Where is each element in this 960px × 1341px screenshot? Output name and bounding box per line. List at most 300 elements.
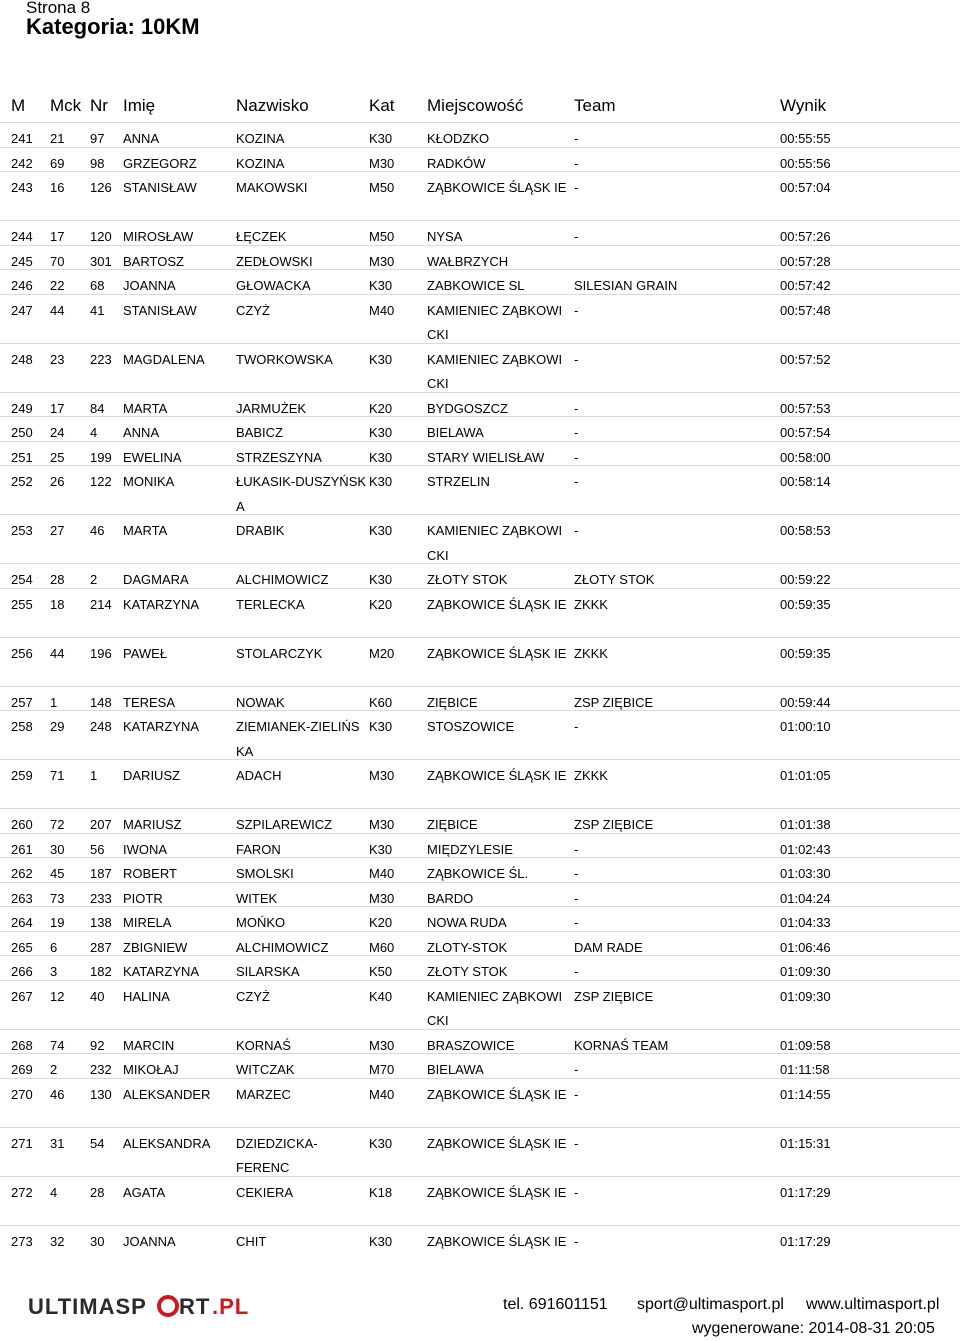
cell-last-name: KORNAŚ: [236, 1037, 291, 1053]
cell-result: 01:11:58: [780, 1062, 830, 1077]
cell-result: 00:59:35: [780, 645, 831, 661]
cell-m: 245: [11, 253, 33, 269]
cell-city: MIĘDZYLESIE: [427, 841, 513, 857]
row-divider: [0, 931, 960, 932]
cell-last-name: KOZINA: [236, 155, 285, 171]
cell-last-name: SILARSKA: [236, 964, 300, 979]
row-divider: [0, 1078, 960, 1079]
cell-category: K30: [369, 572, 393, 587]
cell-m: 242: [11, 155, 33, 171]
cell-category: K20: [369, 400, 393, 416]
cell-category: M60: [369, 939, 395, 955]
header-mck: Mck: [50, 96, 82, 115]
cell-mck: 26: [50, 474, 65, 489]
row-divider: [0, 220, 960, 221]
cell-city: ZŁOTY STOK: [427, 572, 508, 587]
cell-first-name: TERESA: [123, 694, 176, 710]
cell-category: K40: [369, 988, 393, 1004]
cell-result: 00:58:14: [780, 474, 831, 489]
cell-result: 01:09:58: [780, 1037, 831, 1053]
cell-team: -: [574, 1135, 579, 1151]
cell-first-name: AGATA: [123, 1184, 166, 1200]
cell-team: SILESIAN GRAIN: [574, 278, 678, 293]
row-divider: [0, 269, 960, 270]
cell-first-name: MIKOŁAJ: [123, 1062, 179, 1077]
table-row: [0, 147, 960, 172]
cell-m: 259: [11, 768, 33, 783]
cell-result: 00:59:22: [780, 572, 831, 587]
cell-first-name: ANNA: [123, 425, 160, 440]
cell-category: K20: [369, 915, 393, 930]
header-city: Miejscowość: [427, 96, 524, 115]
cell-first-name: MIRELA: [123, 915, 172, 930]
cell-category: K30: [369, 719, 393, 734]
cell-nr: 138: [90, 915, 112, 930]
cell-team: -: [574, 400, 579, 416]
cell-mck: 4: [50, 1184, 58, 1200]
row-divider: [0, 955, 960, 956]
row-divider: [0, 1225, 960, 1226]
cell-nr: 1: [90, 768, 98, 783]
cell-first-name: MIROSŁAW: [123, 229, 194, 244]
cell-team: -: [574, 915, 579, 930]
cell-mck: 74: [50, 1037, 65, 1053]
cell-last-name: BABICZ: [236, 425, 283, 440]
cell-first-name: ALEKSANDER: [123, 1086, 211, 1102]
cell-category: M30: [369, 1037, 395, 1053]
cell-m: 265: [11, 939, 33, 955]
cell-m: 273: [11, 1233, 33, 1249]
cell-result: 00:57:42: [780, 278, 831, 293]
table-row: [0, 171, 960, 220]
cell-category: M40: [369, 866, 395, 881]
cell-team: -: [574, 523, 579, 538]
table-row: [0, 980, 960, 1029]
cell-result: 00:58:53: [780, 523, 831, 538]
cell-nr: 126: [90, 180, 112, 195]
cell-team: -: [574, 1086, 579, 1102]
svg-text:RT: RT: [179, 1294, 211, 1318]
cell-city: KAMIENIEC ZĄBKOWI CKI: [427, 988, 563, 1028]
cell-mck: 3: [50, 964, 58, 979]
cell-mck: 6: [50, 939, 58, 955]
cell-last-name: TWORKOWSKA: [236, 351, 333, 367]
cell-m: 269: [11, 1062, 33, 1077]
cell-city: ZĄBKOWICE ŚLĄSK IE: [427, 645, 567, 661]
cell-m: 249: [11, 400, 33, 416]
row-divider: [0, 294, 960, 295]
cell-mck: 17: [50, 400, 65, 416]
header-nr: Nr: [90, 96, 108, 115]
cell-mck: 16: [50, 180, 65, 195]
cell-mck: 44: [50, 645, 65, 661]
cell-m: 258: [11, 719, 33, 734]
cell-m: 246: [11, 278, 33, 293]
cell-city: ZĄBKOWICE ŚLĄSK IE: [427, 596, 567, 612]
cell-mck: 27: [50, 523, 65, 538]
cell-m: 261: [11, 841, 33, 857]
cell-city: BARDO: [427, 890, 474, 906]
cell-category: K18: [369, 1184, 393, 1200]
cell-mck: 71: [50, 768, 65, 783]
cell-city: BRASZOWICE: [427, 1037, 515, 1053]
cell-team: -: [574, 841, 579, 857]
row-divider: [0, 514, 960, 515]
table-row: [0, 759, 960, 808]
header-first-name: Imię: [123, 96, 156, 115]
cell-team: -: [574, 1184, 579, 1200]
cell-category: K30: [369, 1135, 393, 1151]
cell-nr: 199: [90, 449, 112, 465]
table-row: [0, 686, 960, 711]
cell-first-name: STANISŁAW: [123, 302, 197, 318]
cell-category: M40: [369, 1086, 395, 1102]
cell-nr: 287: [90, 939, 112, 955]
cell-nr: 196: [90, 645, 112, 661]
cell-nr: 56: [90, 841, 105, 857]
footer-website[interactable]: www.ultimasport.pl: [806, 1296, 940, 1313]
cell-nr: 41: [90, 302, 105, 318]
cell-team: ZŁOTY STOK: [574, 572, 655, 587]
cell-m: 250: [11, 425, 33, 440]
cell-last-name: CEKIERA: [236, 1184, 294, 1200]
cell-m: 251: [11, 449, 33, 465]
cell-category: K30: [369, 278, 393, 293]
cell-m: 267: [11, 988, 33, 1004]
cell-city: ZŁOTY STOK: [427, 964, 508, 979]
cell-nr: 120: [90, 229, 112, 244]
cell-last-name: ZEDŁOWSKI: [236, 253, 313, 269]
cell-team: -: [574, 449, 579, 465]
cell-first-name: MAGDALENA: [123, 351, 205, 367]
cell-team: -: [574, 425, 579, 440]
cell-m: 272: [11, 1184, 33, 1200]
cell-last-name: WITEK: [236, 890, 278, 906]
footer-phone: tel. 691601151: [503, 1296, 608, 1313]
cell-result: 01:04:33: [780, 915, 831, 930]
table-row: [0, 465, 960, 514]
cell-category: K20: [369, 596, 393, 612]
table-row: [0, 563, 960, 588]
cell-last-name: SZPILAREWICZ: [236, 817, 333, 832]
ultimasport-logo: [28, 1294, 268, 1318]
cell-result: 01:09:30: [780, 964, 831, 979]
cell-m: 268: [11, 1037, 33, 1053]
table-row: [0, 637, 960, 686]
cell-result: 00:59:44: [780, 694, 831, 710]
header-category: Kat: [369, 96, 395, 115]
cell-mck: 46: [50, 1086, 65, 1102]
cell-city: ZABKOWICE SL: [427, 278, 525, 293]
cell-nr: 98: [90, 155, 105, 171]
cell-category: M40: [369, 302, 395, 318]
cell-team: -: [574, 866, 579, 881]
cell-team: -: [574, 1233, 579, 1249]
cell-mck: 12: [50, 988, 65, 1004]
row-divider: [0, 1053, 960, 1054]
cell-team: -: [574, 229, 579, 244]
cell-result: 00:57:26: [780, 229, 831, 244]
cell-m: 253: [11, 523, 33, 538]
cell-last-name: WITCZAK: [236, 1062, 295, 1077]
row-divider: [0, 563, 960, 564]
cell-result: 01:04:24: [780, 890, 831, 906]
cell-mck: 44: [50, 302, 65, 318]
cell-first-name: ROBERT: [123, 866, 177, 881]
cell-nr: 68: [90, 278, 105, 293]
cell-result: 01:00:10: [780, 719, 831, 734]
cell-nr: 122: [90, 474, 112, 489]
cell-nr: 187: [90, 866, 112, 881]
cell-nr: 148: [90, 694, 112, 710]
row-divider: [0, 833, 960, 834]
cell-team: ZSP ZIĘBICE: [574, 817, 654, 832]
cell-city: BIELAWA: [427, 1062, 484, 1077]
cell-city: STRZELIN: [427, 474, 490, 489]
cell-mck: 31: [50, 1135, 65, 1151]
table-row: [0, 808, 960, 833]
cell-nr: 232: [90, 1062, 112, 1077]
cell-m: 244: [11, 229, 33, 244]
header-result: Wynik: [780, 96, 827, 115]
cell-city: ZĄBKOWICE ŚLĄSK IE: [427, 180, 567, 195]
cell-result: 01:17:29: [780, 1184, 831, 1200]
cell-nr: 2: [90, 572, 98, 587]
cell-m: 260: [11, 817, 33, 832]
cell-mck: 30: [50, 841, 65, 857]
table-row: [0, 931, 960, 956]
cell-m: 243: [11, 180, 33, 195]
row-divider: [0, 686, 960, 687]
table-row: [0, 906, 960, 931]
cell-category: K30: [369, 351, 393, 367]
row-divider: [0, 759, 960, 760]
cell-mck: 69: [50, 155, 65, 171]
cell-mck: 22: [50, 278, 65, 293]
cell-m: 252: [11, 474, 33, 489]
table-row: [0, 245, 960, 270]
row-divider: [0, 171, 960, 172]
cell-mck: 18: [50, 596, 65, 612]
cell-first-name: MARTA: [123, 523, 168, 538]
cell-last-name: MAKOWSKI: [236, 180, 308, 195]
cell-category: M30: [369, 155, 395, 171]
cell-m: 271: [11, 1135, 33, 1151]
table-row: [0, 441, 960, 466]
cell-mck: 25: [50, 449, 65, 465]
cell-nr: 92: [90, 1037, 105, 1053]
cell-city: ZĄBKOWICE ŚL.: [427, 866, 529, 881]
cell-mck: 2: [50, 1062, 58, 1077]
cell-last-name: SMOLSKI: [236, 866, 294, 881]
cell-city: ZĄBKOWICE ŚLĄSK IE: [427, 1233, 567, 1249]
cell-result: 00:57:48: [780, 302, 831, 318]
cell-first-name: BARTOSZ: [123, 253, 184, 269]
row-divider: [0, 906, 960, 907]
table-row: [0, 392, 960, 417]
table-row: [0, 833, 960, 858]
cell-m: 255: [11, 596, 33, 612]
cell-team: -: [574, 351, 579, 367]
row-divider: [0, 637, 960, 638]
cell-category: M30: [369, 768, 395, 783]
cell-team: -: [574, 155, 579, 171]
cell-first-name: STANISŁAW: [123, 180, 197, 195]
header-last-name: Nazwisko: [236, 96, 309, 115]
cell-m: 257: [11, 694, 33, 710]
cell-nr: 28: [90, 1184, 105, 1200]
cell-city: BIELAWA: [427, 425, 484, 440]
cell-m: 247: [11, 302, 33, 318]
row-divider: [0, 465, 960, 466]
table-row: [0, 1225, 960, 1274]
table-row: [0, 1127, 960, 1176]
cell-team: ZSP ZIĘBICE: [574, 694, 654, 710]
cell-result: 01:06:46: [780, 939, 831, 955]
cell-team: KORNAŚ TEAM: [574, 1037, 669, 1053]
footer-generated: wygenerowane: 2014-08-31 20:05: [692, 1320, 935, 1337]
cell-nr: 84: [90, 400, 105, 416]
cell-team: -: [574, 131, 579, 146]
cell-nr: 207: [90, 817, 112, 832]
cell-last-name: MARZEC: [236, 1086, 291, 1102]
row-divider: [0, 245, 960, 246]
cell-first-name: KATARZYNA: [123, 719, 200, 734]
cell-last-name: ALCHIMOWICZ: [236, 939, 329, 955]
cell-category: K50: [369, 964, 393, 979]
cell-city: NOWA RUDA: [427, 915, 507, 930]
cell-first-name: IWONA: [123, 841, 168, 857]
cell-result: 01:01:38: [780, 817, 831, 832]
cell-mck: 17: [50, 229, 65, 244]
table-row: [0, 269, 960, 294]
cell-category: M30: [369, 817, 395, 832]
cell-first-name: MARIUSZ: [123, 817, 182, 832]
cell-category: K30: [369, 425, 393, 440]
cell-nr: 248: [90, 719, 112, 734]
cell-first-name: HALINA: [123, 988, 170, 1004]
cell-city: KAMIENIEC ZĄBKOWI CKI: [427, 351, 563, 391]
cell-result: 01:03:30: [780, 866, 831, 881]
cell-last-name: STOLARCZYK: [236, 645, 323, 661]
cell-team: -: [574, 1062, 579, 1077]
table-row: [0, 294, 960, 343]
row-divider: [0, 392, 960, 393]
cell-result: 00:57:54: [780, 425, 831, 440]
row-divider: [0, 122, 960, 123]
cell-m: 241: [11, 131, 33, 146]
cell-result: 00:59:35: [780, 596, 831, 612]
cell-last-name: GŁOWACKA: [236, 278, 311, 293]
cell-first-name: KATARZYNA: [123, 596, 200, 612]
row-divider: [0, 343, 960, 344]
cell-mck: 29: [50, 719, 65, 734]
cell-mck: 19: [50, 915, 65, 930]
cell-m: 270: [11, 1086, 33, 1102]
cell-category: M30: [369, 253, 395, 269]
cell-first-name: JOANNA: [123, 278, 176, 293]
cell-last-name: ZIEMIANEK-ZIELIŃS KA: [236, 719, 360, 759]
table-row: [0, 1029, 960, 1054]
cell-m: 266: [11, 964, 33, 979]
cell-team: -: [574, 890, 579, 906]
cell-nr: 233: [90, 890, 112, 906]
cell-first-name: MONIKA: [123, 474, 175, 489]
table-header: [0, 96, 960, 122]
cell-team: ZKKK: [574, 768, 608, 783]
row-divider: [0, 1029, 960, 1030]
cell-nr: 30: [90, 1233, 105, 1249]
cell-last-name: ŁUKASIK-DUSZYŃSK A: [236, 474, 367, 514]
cell-mck: 1: [50, 694, 58, 710]
cell-result: 01:17:29: [780, 1233, 831, 1249]
row-divider: [0, 588, 960, 589]
cell-first-name: PAWEŁ: [123, 645, 168, 661]
cell-mck: 72: [50, 817, 65, 832]
cell-city: ZIĘBICE: [427, 817, 478, 832]
cell-last-name: NOWAK: [236, 694, 285, 710]
cell-result: 00:55:56: [780, 155, 831, 171]
row-divider: [0, 1176, 960, 1177]
cell-team: ZKKK: [574, 596, 608, 612]
cell-first-name: MARCIN: [123, 1037, 175, 1053]
footer-email[interactable]: sport@ultimasport.pl: [637, 1296, 784, 1313]
cell-category: K30: [369, 131, 393, 146]
cell-nr: 182: [90, 964, 112, 979]
cell-last-name: CZYŻ: [236, 988, 270, 1004]
table-row: [0, 882, 960, 907]
cell-result: 00:58:00: [780, 449, 831, 465]
cell-mck: 23: [50, 351, 65, 367]
cell-last-name: KOZINA: [236, 131, 285, 146]
cell-city: KAMIENIEC ZĄBKOWI CKI: [427, 523, 563, 563]
cell-category: M50: [369, 180, 395, 195]
cell-mck: 73: [50, 890, 65, 906]
svg-text:.PL: .PL: [212, 1294, 250, 1318]
table-row: [0, 220, 960, 245]
cell-result: 00:57:28: [780, 253, 831, 269]
cell-city: ZĄBKOWICE ŚLĄSK IE: [427, 768, 567, 783]
cell-first-name: JOANNA: [123, 1233, 176, 1249]
cell-first-name: PIOTR: [123, 890, 163, 906]
cell-city: STARY WIELISŁAW: [427, 449, 545, 465]
cell-first-name: KATARZYNA: [123, 964, 200, 979]
table-row: [0, 1053, 960, 1078]
cell-category: M50: [369, 229, 395, 244]
cell-city: KŁODZKO: [427, 131, 490, 146]
cell-first-name: ANNA: [123, 131, 160, 146]
table-row: [0, 416, 960, 441]
row-divider: [0, 710, 960, 711]
table-row: [0, 1078, 960, 1127]
table-row: [0, 710, 960, 759]
cell-result: 00:57:04: [780, 180, 831, 195]
table-row: [0, 588, 960, 637]
cell-nr: 40: [90, 988, 105, 1004]
cell-result: 01:02:43: [780, 841, 831, 857]
cell-team: -: [574, 964, 579, 979]
cell-team: -: [574, 474, 579, 489]
table-row: [0, 122, 960, 147]
table-row: [0, 955, 960, 980]
category-title: Kategoria: 10KM: [26, 14, 200, 39]
cell-first-name: ALEKSANDRA: [123, 1135, 211, 1151]
cell-last-name: CHIT: [236, 1233, 267, 1249]
row-divider: [0, 416, 960, 417]
table-row: [0, 1176, 960, 1225]
cell-nr: 4: [90, 425, 98, 440]
cell-result: 00:57:53: [780, 400, 831, 416]
